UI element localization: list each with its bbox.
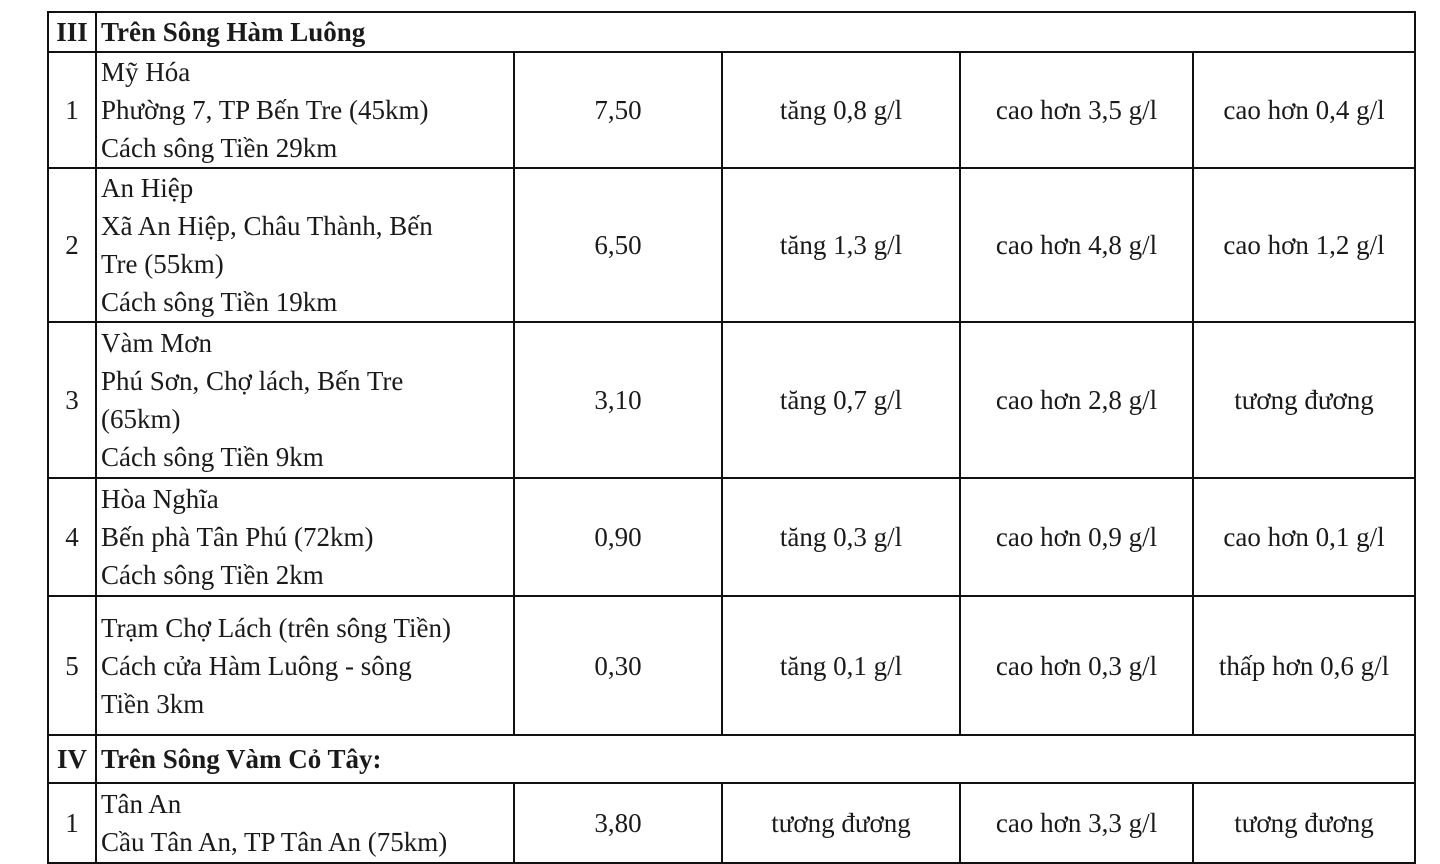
table-row: [48, 168, 1415, 322]
location-line: Tân An: [101, 789, 182, 819]
location-line: Mỹ Hóa: [101, 57, 191, 87]
comparison-cell: cao hơn 3,3 g/l: [960, 783, 1193, 863]
comparison-cell: cao hơn 3,5 g/l: [960, 52, 1193, 168]
comparison-cell: cao hơn 0,4 g/l: [1193, 52, 1415, 168]
location-cell: [96, 478, 514, 596]
location-line: Cách sông Tiền 19km: [101, 287, 338, 317]
location-line: Tiền 3km: [101, 688, 205, 719]
location-line: (65km): [101, 404, 181, 434]
location-line: Cách cửa Hàm Luông - sông: [101, 650, 412, 681]
section-title: Trên Sông Hàm Luông: [96, 12, 1415, 52]
location-cell: [96, 783, 514, 863]
table-row: [48, 52, 1415, 168]
location-line: Cách sông Tiền 2km: [101, 560, 324, 590]
location-line: Trạm Chợ Lách (trên sông Tiền): [101, 612, 452, 643]
table-row: [48, 478, 1415, 596]
location-cell: [96, 596, 514, 735]
table-row: [48, 596, 1415, 735]
location-line: Phường 7, TP Bến Tre (45km): [101, 95, 429, 125]
row-index: 2: [48, 168, 96, 322]
comparison-cell: cao hơn 4,8 g/l: [960, 168, 1193, 322]
comparison-cell: cao hơn 0,1 g/l: [1193, 478, 1415, 596]
location-line: Cách sông Tiền 9km: [101, 442, 324, 472]
row-index: 1: [48, 52, 96, 168]
location-cell: [96, 168, 514, 322]
location-line: Xã An Hiệp, Châu Thành, Bến: [101, 211, 433, 241]
location-line: Cách sông Tiền 29km: [101, 133, 338, 163]
comparison-cell: cao hơn 0,9 g/l: [960, 478, 1193, 596]
comparison-cell: cao hơn 1,2 g/l: [1193, 168, 1415, 322]
table-row: [48, 783, 1415, 863]
location-cell: [96, 52, 514, 168]
change-cell: tăng 0,8 g/l: [722, 52, 960, 168]
change-cell: tăng 0,7 g/l: [722, 322, 960, 478]
comparison-cell: cao hơn 0,3 g/l: [960, 596, 1193, 735]
change-cell: tăng 0,1 g/l: [722, 596, 960, 735]
location-line: Cầu Tân An, TP Tân An (75km): [101, 827, 448, 857]
location-line: An Hiệp: [101, 173, 194, 203]
comparison-cell: tương đương: [1193, 322, 1415, 478]
change-cell: tăng 1,3 g/l: [722, 168, 960, 322]
section-header-row: [48, 12, 1415, 52]
location-line: Hòa Nghĩa: [101, 484, 219, 514]
section-title: Trên Sông Vàm Cỏ Tây:: [96, 735, 1415, 783]
location-line: Vàm Mơn: [101, 328, 213, 358]
table-row: [48, 322, 1415, 478]
comparison-cell: thấp hơn 0,6 g/l: [1193, 596, 1415, 735]
location-line: Tre (55km): [101, 249, 224, 279]
comparison-cell: tương đương: [1193, 783, 1415, 863]
section-code: III: [48, 12, 96, 52]
salinity-table: [47, 11, 1416, 864]
location-line: Phú Sơn, Chợ lách, Bến Tre: [101, 366, 404, 396]
salinity-value: 0,90: [514, 478, 722, 596]
salinity-value: 3,80: [514, 783, 722, 863]
salinity-value: 3,10: [514, 322, 722, 478]
change-cell: tăng 0,3 g/l: [722, 478, 960, 596]
salinity-value: 7,50: [514, 52, 722, 168]
location-cell: [96, 322, 514, 478]
row-index: 1: [48, 783, 96, 863]
change-cell: tương đương: [722, 783, 960, 863]
salinity-value: 0,30: [514, 596, 722, 735]
location-line: Bến phà Tân Phú (72km): [101, 522, 374, 552]
row-index: 3: [48, 322, 96, 478]
row-index: 4: [48, 478, 96, 596]
table-body: [48, 12, 1415, 863]
section-code: IV: [48, 735, 96, 783]
comparison-cell: cao hơn 2,8 g/l: [960, 322, 1193, 478]
row-index: 5: [48, 596, 96, 735]
section-header-row: [48, 735, 1415, 783]
salinity-value: 6,50: [514, 168, 722, 322]
